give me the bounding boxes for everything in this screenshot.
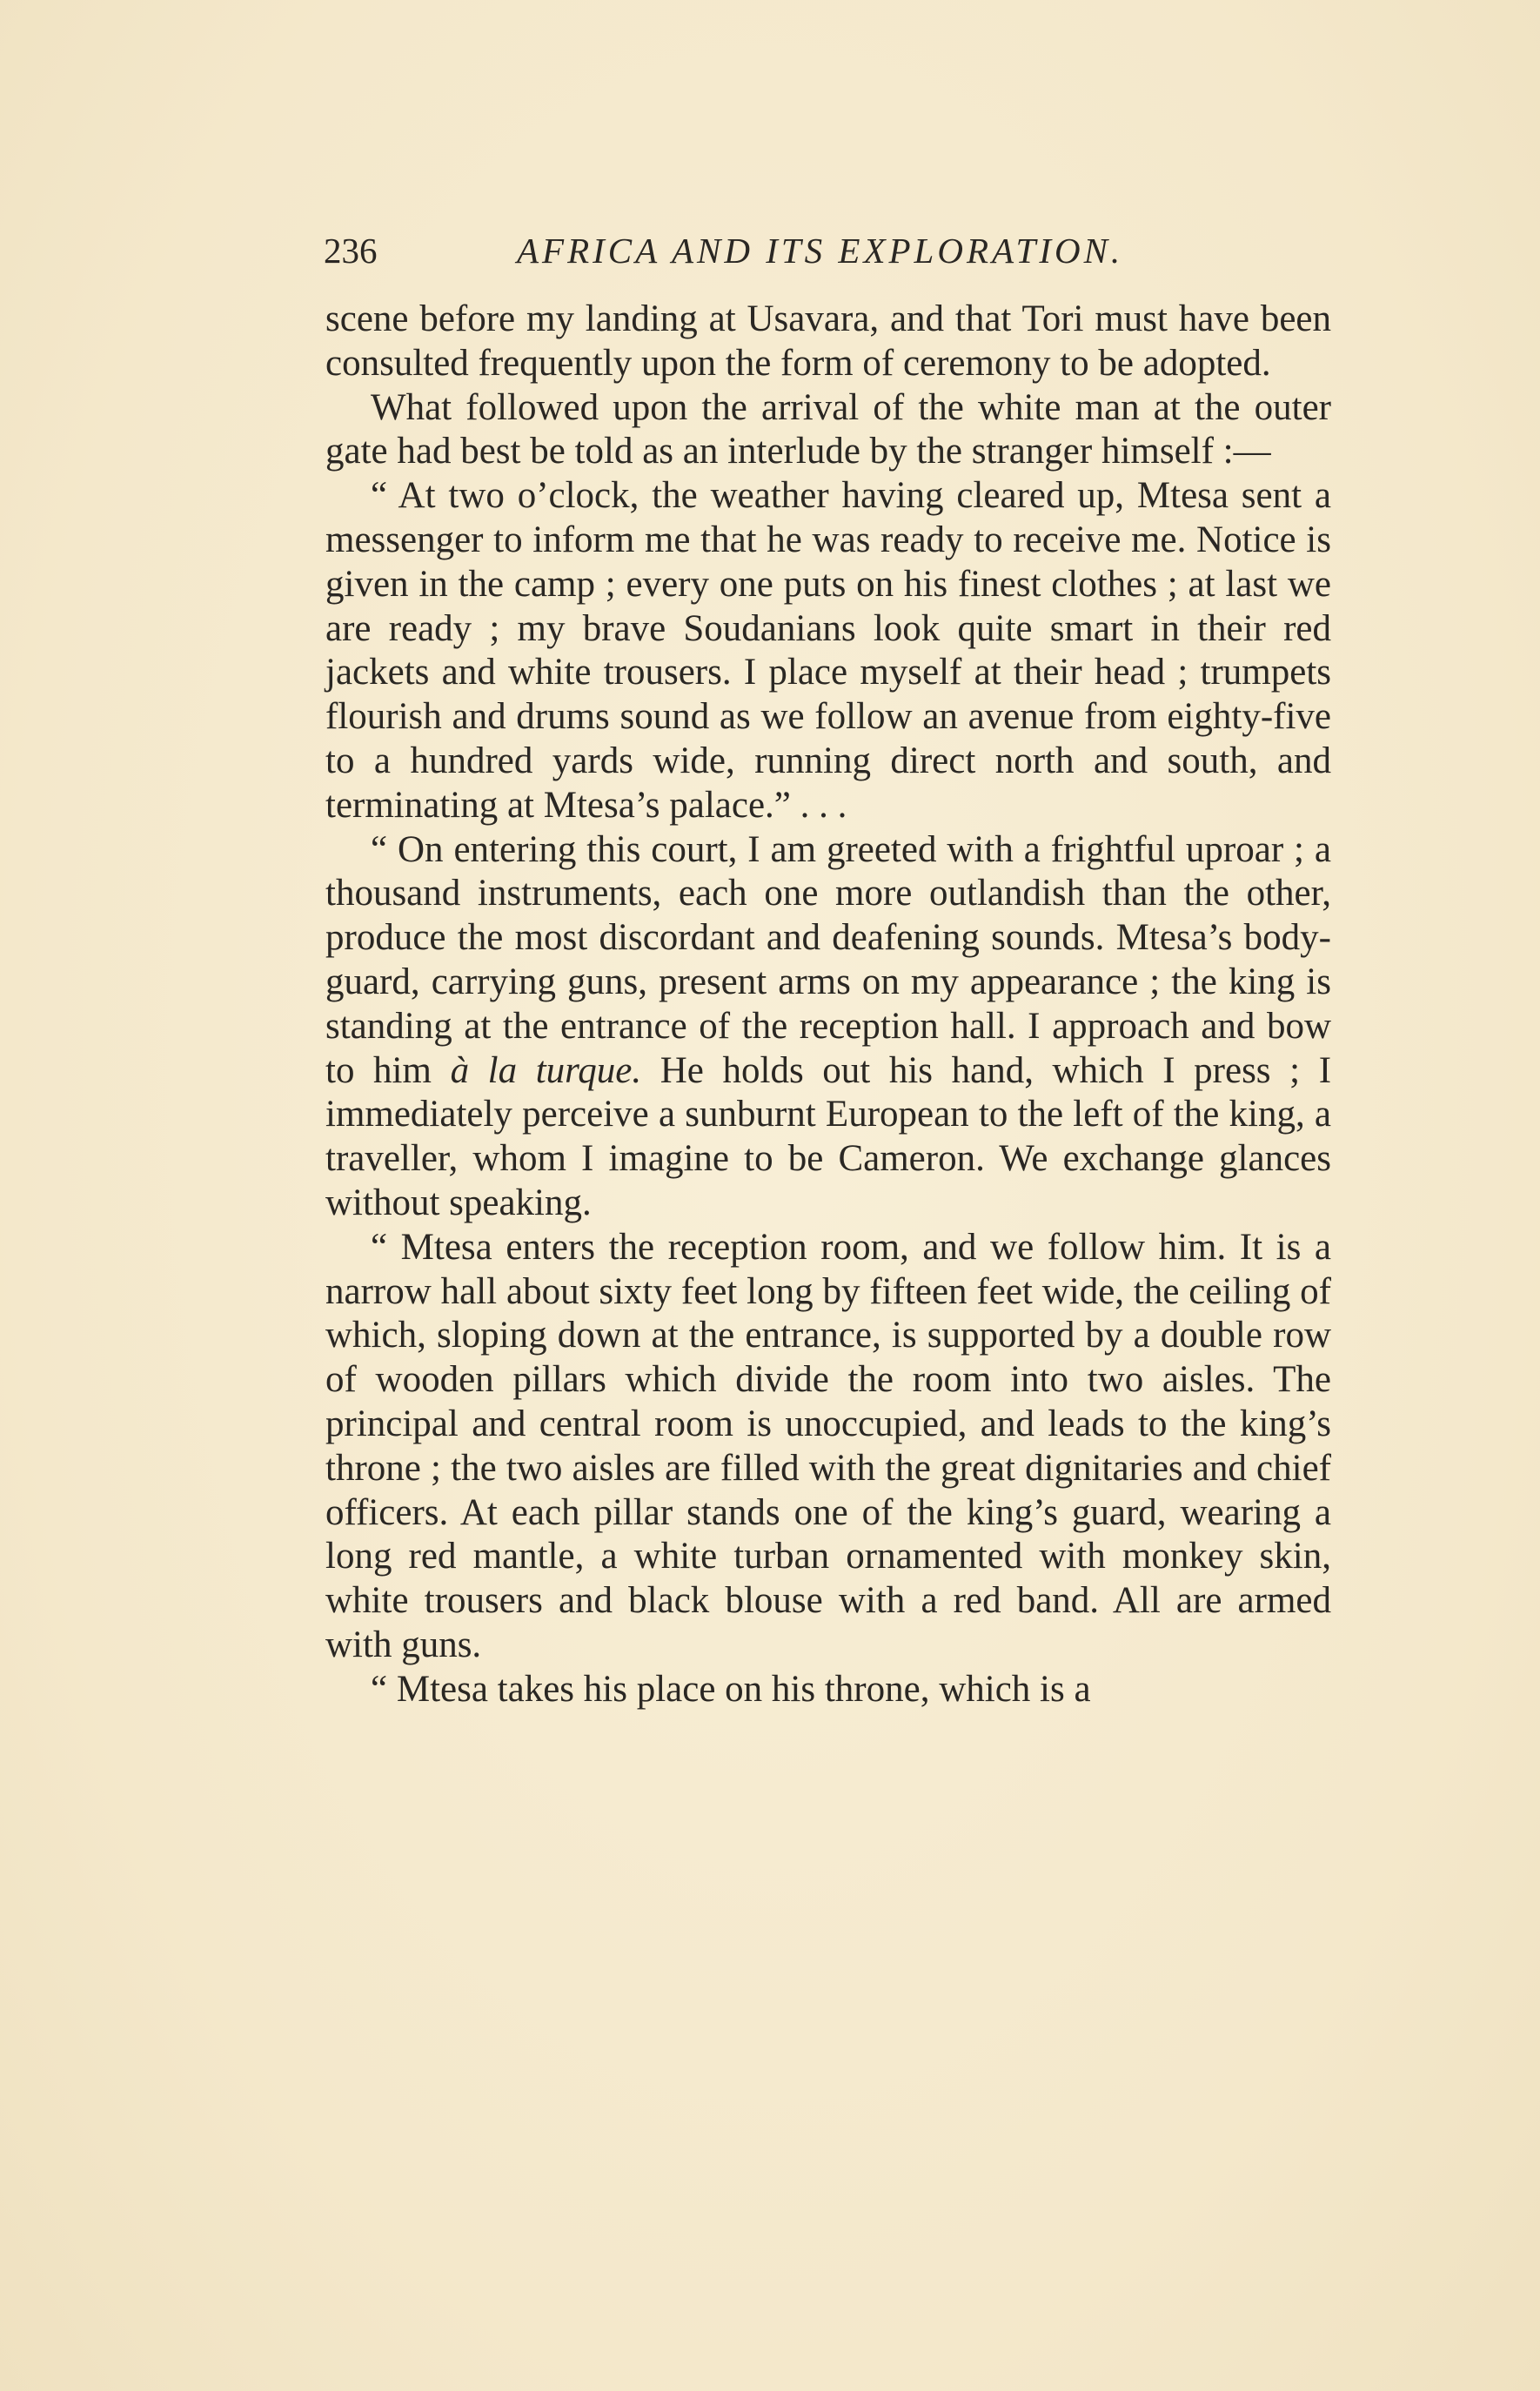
paragraph-quote-arrival: “ At two o’clock, the weather having cleared up, Mtesa sent a messenger to inform me that he was ready to receive me. Notice is given in the camp ; every one puts on his finest clothes ; at last we are ready ; my brave Soudanians look quite smart in their red jackets and white trousers. I place myself at their head ; trumpets flourish and drums sound as we follow an avenue from eighty-five to a hundred yards wide, running direct north and south, and terminating at Mtesa’s palace.” . . . [325, 475, 1331, 826]
paragraph-continued: scene before my landing at Usavara, and that Tori must have been consulted frequently upon the form of ceremony to be adopted. [325, 298, 1331, 384]
court-text-italic: à la turque. [450, 1049, 642, 1091]
page-number: 236 [324, 231, 378, 271]
paragraph-quote-court [325, 828, 1331, 1226]
paragraph-quote-reception-room: “ Mtesa enters the reception room, and we follow him. It is a narrow hall about sixty feet long by fifteen feet wide, the ceiling of which, sloping down at the entrance, is supported by a double row of wooden pillars which divide the room into two aisles. The principal and central room is unoccupied, and leads to the king’s throne ; the two aisles are filled with the great dignitaries and chief officers. At each pillar stands one of the king’s guard, wearing a long red mantle, a white turban ornamented with monkey skin, white trousers and black blouse with a red band. All are armed with guns. [325, 1226, 1331, 1665]
body-text [325, 298, 1331, 1712]
paragraph-interlude-intro: What followed upon the arrival of the white man at the outer gate had best be told as an interlude by the stranger himself :— [325, 386, 1331, 472]
court-text-after: He holds out his hand, which I press ; I immediately perceive a sunburnt European to the left of the king, a traveller, whom I imagine to be Cameron. We exchange glances without speaking. [325, 1049, 1332, 1223]
court-text-before: “ On entering this court, I am greeted with a frightful uproar ; a thousand instruments, each one more outlandish than the other, produce the most discordant and deafening sounds. Mtesa’s body-guard, carrying guns, present arms on my appearance ; the king is standing at the entrance of the reception hall. I approach and bow to him [325, 828, 1331, 1091]
paragraph-quote-throne: “ Mtesa takes his place on his throne, which is a [371, 1668, 1091, 1710]
page-header [324, 224, 1331, 277]
running-title: AFRICA AND ITS EXPLORATION. [517, 231, 1124, 271]
